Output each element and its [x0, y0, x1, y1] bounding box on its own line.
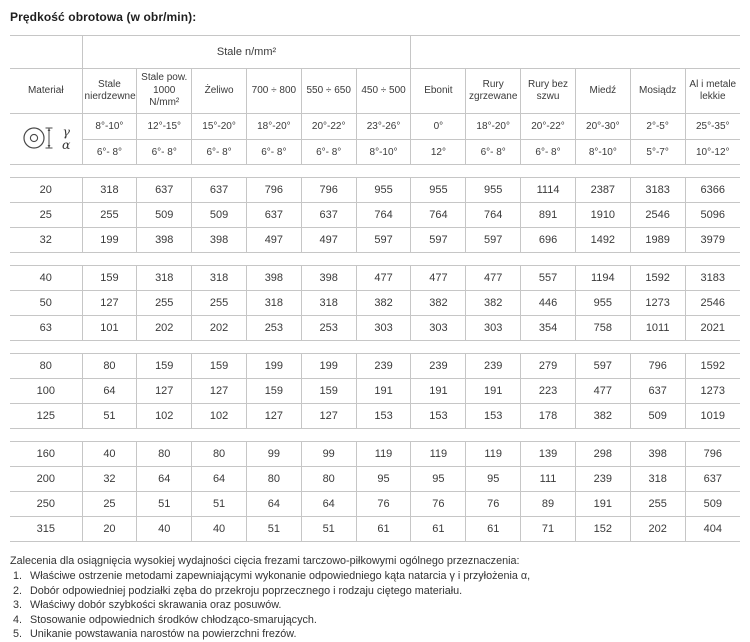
table-row — [10, 316, 740, 341]
speed-value-cell: 255 — [137, 291, 192, 316]
saw-blade-diameter-icon — [21, 123, 55, 156]
speed-value-cell: 80 — [301, 467, 356, 492]
speed-value-cell: 891 — [521, 203, 576, 228]
column-header: Rury zgrzewane — [466, 69, 521, 114]
speed-value-cell: 102 — [137, 404, 192, 429]
group-spacer — [10, 165, 740, 178]
column-header: Mosiądz — [630, 69, 685, 114]
speed-value-cell: 637 — [137, 178, 192, 203]
speed-value-cell: 71 — [521, 517, 576, 542]
gamma-angle-cell: 18°-20° — [246, 114, 301, 140]
speed-value-cell: 2387 — [575, 178, 630, 203]
speed-value-cell: 40 — [192, 517, 247, 542]
alpha-angle-cell: 6°- 8° — [137, 140, 192, 165]
speed-value-cell: 255 — [192, 291, 247, 316]
speed-value-cell: 509 — [630, 404, 685, 429]
speed-value-cell: 239 — [575, 467, 630, 492]
speed-value-cell: 159 — [192, 354, 247, 379]
speed-value-cell: 1019 — [685, 404, 740, 429]
material-cell: 80 — [10, 354, 82, 379]
speed-value-cell: 597 — [575, 354, 630, 379]
speed-value-cell: 3979 — [685, 228, 740, 253]
speed-value-cell: 497 — [246, 228, 301, 253]
speed-value-cell: 1592 — [630, 266, 685, 291]
speed-value-cell: 191 — [356, 379, 411, 404]
alpha-angle-cell: 12° — [411, 140, 466, 165]
speed-value-cell: 80 — [192, 442, 247, 467]
speed-value-cell: 557 — [521, 266, 576, 291]
speed-value-cell: 796 — [685, 442, 740, 467]
material-angle-cell — [10, 114, 82, 165]
speed-value-cell: 61 — [356, 517, 411, 542]
footer-item-number: 4. — [13, 613, 23, 626]
speed-value-cell: 637 — [192, 178, 247, 203]
speed-value-cell: 509 — [192, 203, 247, 228]
column-header: 700 ÷ 800 — [246, 69, 301, 114]
speed-value-cell: 1194 — [575, 266, 630, 291]
speed-value-cell: 61 — [466, 517, 521, 542]
speed-value-cell: 119 — [411, 442, 466, 467]
speed-value-cell: 80 — [246, 467, 301, 492]
speed-value-cell: 159 — [246, 379, 301, 404]
speed-value-cell: 955 — [356, 178, 411, 203]
speed-value-cell: 191 — [411, 379, 466, 404]
footer-item-text: Właściwy dobór szybkości skrawania oraz posuwów. — [30, 599, 282, 612]
speed-value-cell: 51 — [192, 492, 247, 517]
material-cell: 50 — [10, 291, 82, 316]
material-cell: 32 — [10, 228, 82, 253]
material-column-header: Materiał — [10, 69, 82, 114]
speed-value-cell: 597 — [411, 228, 466, 253]
speed-value-cell: 2546 — [630, 203, 685, 228]
speed-value-cell: 239 — [411, 354, 466, 379]
speed-value-cell: 318 — [246, 291, 301, 316]
speed-value-cell: 637 — [685, 467, 740, 492]
speed-value-cell: 5096 — [685, 203, 740, 228]
speed-value-cell: 153 — [411, 404, 466, 429]
speed-value-cell: 955 — [466, 178, 521, 203]
speed-value-cell: 398 — [630, 442, 685, 467]
table-row — [10, 354, 740, 379]
speed-value-cell: 199 — [82, 228, 137, 253]
footer-item — [13, 613, 740, 627]
speed-value-cell: 696 — [521, 228, 576, 253]
gamma-angle-cell: 20°-22° — [301, 114, 356, 140]
table-row — [10, 492, 740, 517]
speed-value-cell: 76 — [466, 492, 521, 517]
speed-value-cell: 64 — [192, 467, 247, 492]
gamma-angle-cell: 18°-20° — [466, 114, 521, 140]
gamma-angle-cell: 20°-30° — [575, 114, 630, 140]
table-row — [10, 203, 740, 228]
speed-value-cell: 318 — [301, 291, 356, 316]
speed-value-cell: 955 — [411, 178, 466, 203]
material-cell: 160 — [10, 442, 82, 467]
gamma-angle-cell: 23°-26° — [356, 114, 411, 140]
speed-value-cell: 153 — [356, 404, 411, 429]
speed-value-cell: 303 — [466, 316, 521, 341]
speed-value-cell: 199 — [246, 354, 301, 379]
speed-value-cell: 509 — [685, 492, 740, 517]
speed-value-cell: 398 — [301, 266, 356, 291]
group-spacer — [10, 253, 740, 266]
material-cell: 200 — [10, 467, 82, 492]
speed-value-cell: 382 — [466, 291, 521, 316]
gamma-angle-cell: 8°-10° — [82, 114, 137, 140]
speed-value-cell: 159 — [82, 266, 137, 291]
speed-value-cell: 95 — [356, 467, 411, 492]
speed-value-cell: 318 — [82, 178, 137, 203]
speed-value-cell: 127 — [137, 379, 192, 404]
footer-item-text: Unikanie powstawania narostów na powierzchni frezów. — [30, 628, 297, 641]
footer-item-text: Dobór odpowiedniej podziałki zęba do przekroju poprzecznego i rodzaju ciętego materiału. — [30, 584, 463, 597]
gamma-alpha-symbols — [62, 126, 70, 152]
speed-value-cell: 25 — [82, 492, 137, 517]
material-cell: 25 — [10, 203, 82, 228]
speed-value-cell: 1011 — [630, 316, 685, 341]
steel-group-header: Stale n/mm² — [82, 36, 411, 69]
footer-intro: Zalecenia dla osiągnięcia wysokiej wydajności cięcia frezami tarczowo-piłkowymi ogólnego przeznaczenia: — [10, 555, 520, 567]
speed-value-cell: 178 — [521, 404, 576, 429]
group-spacer — [10, 341, 740, 354]
speed-value-cell: 40 — [137, 517, 192, 542]
speed-value-cell: 477 — [575, 379, 630, 404]
speed-value-cell: 509 — [137, 203, 192, 228]
speed-value-cell: 382 — [575, 404, 630, 429]
alpha-angle-cell: 5°-7° — [630, 140, 685, 165]
speed-value-cell: 1273 — [685, 379, 740, 404]
material-cell: 40 — [10, 266, 82, 291]
speed-value-cell: 80 — [82, 354, 137, 379]
alpha-angle-cell: 6°- 8° — [466, 140, 521, 165]
speed-value-cell: 101 — [82, 316, 137, 341]
table-row — [10, 291, 740, 316]
speed-value-cell: 764 — [411, 203, 466, 228]
speed-value-cell: 477 — [411, 266, 466, 291]
speed-value-cell: 497 — [301, 228, 356, 253]
gamma-angle-cell: 15°-20° — [192, 114, 247, 140]
alpha-angle-cell: 6°- 8° — [82, 140, 137, 165]
table-row — [10, 178, 740, 203]
speed-value-cell: 119 — [466, 442, 521, 467]
gamma-symbol: γ — [62, 124, 70, 140]
material-cell: 20 — [10, 178, 82, 203]
table-row — [10, 404, 740, 429]
speed-value-cell: 298 — [575, 442, 630, 467]
material-cell: 100 — [10, 379, 82, 404]
alpha-angle-cell: 6°- 8° — [192, 140, 247, 165]
speed-value-cell: 202 — [630, 517, 685, 542]
speed-value-cell: 758 — [575, 316, 630, 341]
alpha-angle-cell: 10°-12° — [685, 140, 740, 165]
speed-value-cell: 127 — [301, 404, 356, 429]
speed-value-cell: 255 — [630, 492, 685, 517]
speed-value-cell: 398 — [192, 228, 247, 253]
speed-value-cell: 955 — [575, 291, 630, 316]
speed-value-cell: 2546 — [685, 291, 740, 316]
speed-value-cell: 398 — [137, 228, 192, 253]
speed-value-cell: 796 — [630, 354, 685, 379]
speed-value-cell: 597 — [466, 228, 521, 253]
table-row — [10, 467, 740, 492]
material-cell: 63 — [10, 316, 82, 341]
speed-value-cell: 64 — [82, 379, 137, 404]
footer-item-number: 2. — [13, 584, 23, 597]
speed-value-cell: 102 — [192, 404, 247, 429]
speed-value-cell: 2021 — [685, 316, 740, 341]
group-spacer — [10, 429, 740, 442]
speed-value-cell: 637 — [246, 203, 301, 228]
material-cell: 250 — [10, 492, 82, 517]
rotational-speed-table — [10, 35, 740, 542]
speed-value-cell: 303 — [356, 316, 411, 341]
footer-notes — [10, 554, 740, 642]
table-row — [10, 228, 740, 253]
speed-value-cell: 99 — [301, 442, 356, 467]
column-header: Miedź — [575, 69, 630, 114]
speed-value-cell: 51 — [137, 492, 192, 517]
speed-value-cell: 20 — [82, 517, 137, 542]
speed-value-cell: 318 — [137, 266, 192, 291]
speed-value-cell: 398 — [246, 266, 301, 291]
speed-value-cell: 354 — [521, 316, 576, 341]
column-header: Al i metale lekkie — [685, 69, 740, 114]
speed-value-cell: 637 — [630, 379, 685, 404]
footer-item — [13, 598, 740, 612]
material-cell: 315 — [10, 517, 82, 542]
alpha-angle-cell: 6°- 8° — [246, 140, 301, 165]
table-row — [10, 379, 740, 404]
footer-item-text: Stosowanie odpowiednich środków chłodząco-smarujących. — [30, 613, 317, 626]
speed-value-cell: 159 — [137, 354, 192, 379]
speed-value-cell: 191 — [466, 379, 521, 404]
speed-value-cell: 764 — [356, 203, 411, 228]
speed-value-cell: 1910 — [575, 203, 630, 228]
speed-value-cell: 1273 — [630, 291, 685, 316]
speed-value-cell: 99 — [246, 442, 301, 467]
column-header: 450 ÷ 500 — [356, 69, 411, 114]
footer-item-text: Właściwe ostrzenie metodami zapewniającymi wykonanie odpowiedniego kąta natarcia γ i przyłożenia α, — [30, 570, 531, 583]
column-header: 550 ÷ 650 — [301, 69, 356, 114]
speed-value-cell: 95 — [411, 467, 466, 492]
footer-item — [13, 584, 740, 598]
speed-value-cell: 1592 — [685, 354, 740, 379]
speed-value-cell: 3183 — [685, 266, 740, 291]
speed-value-cell: 239 — [466, 354, 521, 379]
speed-value-cell: 477 — [356, 266, 411, 291]
gamma-angle-cell: 25°-35° — [685, 114, 740, 140]
speed-value-cell: 61 — [411, 517, 466, 542]
alpha-angle-cell: 8°-10° — [356, 140, 411, 165]
speed-value-cell: 76 — [356, 492, 411, 517]
speed-value-cell: 202 — [192, 316, 247, 341]
alpha-angle-cell: 6°- 8° — [521, 140, 576, 165]
speed-value-cell: 6366 — [685, 178, 740, 203]
speed-value-cell: 111 — [521, 467, 576, 492]
column-header: Stale nierdzewne — [82, 69, 137, 114]
speed-value-cell: 159 — [301, 379, 356, 404]
blank-header-cell — [10, 36, 82, 69]
speed-value-cell: 32 — [82, 467, 137, 492]
speed-value-cell: 796 — [301, 178, 356, 203]
footer-item — [13, 627, 740, 641]
speed-value-cell: 239 — [356, 354, 411, 379]
table-row — [10, 517, 740, 542]
speed-value-cell: 796 — [246, 178, 301, 203]
speed-value-cell: 95 — [466, 467, 521, 492]
table-row — [10, 442, 740, 467]
speed-value-cell: 64 — [301, 492, 356, 517]
blank-header-cell — [411, 36, 740, 69]
gamma-angle-cell: 0° — [411, 114, 466, 140]
alpha-angle-cell: 6°- 8° — [301, 140, 356, 165]
footer-item-number: 1. — [13, 570, 23, 583]
speed-value-cell: 80 — [137, 442, 192, 467]
speed-value-cell: 51 — [301, 517, 356, 542]
speed-value-cell: 127 — [82, 291, 137, 316]
speed-value-cell: 223 — [521, 379, 576, 404]
speed-value-cell: 255 — [82, 203, 137, 228]
speed-value-cell: 382 — [411, 291, 466, 316]
speed-value-cell: 446 — [521, 291, 576, 316]
speed-value-cell: 764 — [466, 203, 521, 228]
speed-value-cell: 202 — [137, 316, 192, 341]
speed-value-cell: 139 — [521, 442, 576, 467]
footer-item — [13, 569, 740, 583]
speed-value-cell: 318 — [630, 467, 685, 492]
speed-value-cell: 127 — [246, 404, 301, 429]
speed-value-cell: 127 — [192, 379, 247, 404]
footer-item-number: 3. — [13, 599, 23, 612]
speed-value-cell: 253 — [301, 316, 356, 341]
gamma-angle-cell: 12°-15° — [137, 114, 192, 140]
speed-value-cell: 76 — [411, 492, 466, 517]
speed-value-cell: 1114 — [521, 178, 576, 203]
speed-value-cell: 191 — [575, 492, 630, 517]
table-row — [10, 266, 740, 291]
alpha-angle-cell: 8°-10° — [575, 140, 630, 165]
speed-value-cell: 382 — [356, 291, 411, 316]
speed-value-cell: 64 — [246, 492, 301, 517]
material-angle-wrap — [12, 123, 80, 156]
column-header: Żeliwo — [192, 69, 247, 114]
page-title: Prędkość obrotowa (w obr/min): — [10, 10, 197, 24]
gamma-angle-cell: 20°-22° — [521, 114, 576, 140]
alpha-symbol: α — [62, 137, 71, 152]
speed-value-cell: 318 — [192, 266, 247, 291]
speed-value-cell: 119 — [356, 442, 411, 467]
speed-value-cell: 477 — [466, 266, 521, 291]
speed-value-cell: 51 — [246, 517, 301, 542]
speed-value-cell: 404 — [685, 517, 740, 542]
speed-value-cell: 153 — [466, 404, 521, 429]
column-header: Ebonit — [411, 69, 466, 114]
speed-value-cell: 1989 — [630, 228, 685, 253]
column-header: Rury bez szwu — [521, 69, 576, 114]
speed-value-cell: 40 — [82, 442, 137, 467]
speed-value-cell: 152 — [575, 517, 630, 542]
speed-value-cell: 303 — [411, 316, 466, 341]
speed-value-cell: 1492 — [575, 228, 630, 253]
speed-value-cell: 597 — [356, 228, 411, 253]
footer-list — [10, 569, 740, 641]
footer-item-number: 5. — [13, 628, 23, 641]
speed-value-cell: 64 — [137, 467, 192, 492]
material-cell: 125 — [10, 404, 82, 429]
gamma-angle-cell: 2°-5° — [630, 114, 685, 140]
speed-value-cell: 279 — [521, 354, 576, 379]
speed-value-cell: 637 — [301, 203, 356, 228]
column-header: Stale pow. 1000 N/mm² — [137, 69, 192, 114]
speed-value-cell: 3183 — [630, 178, 685, 203]
speed-value-cell: 89 — [521, 492, 576, 517]
speed-value-cell: 199 — [301, 354, 356, 379]
speed-value-cell: 253 — [246, 316, 301, 341]
speed-value-cell: 51 — [82, 404, 137, 429]
